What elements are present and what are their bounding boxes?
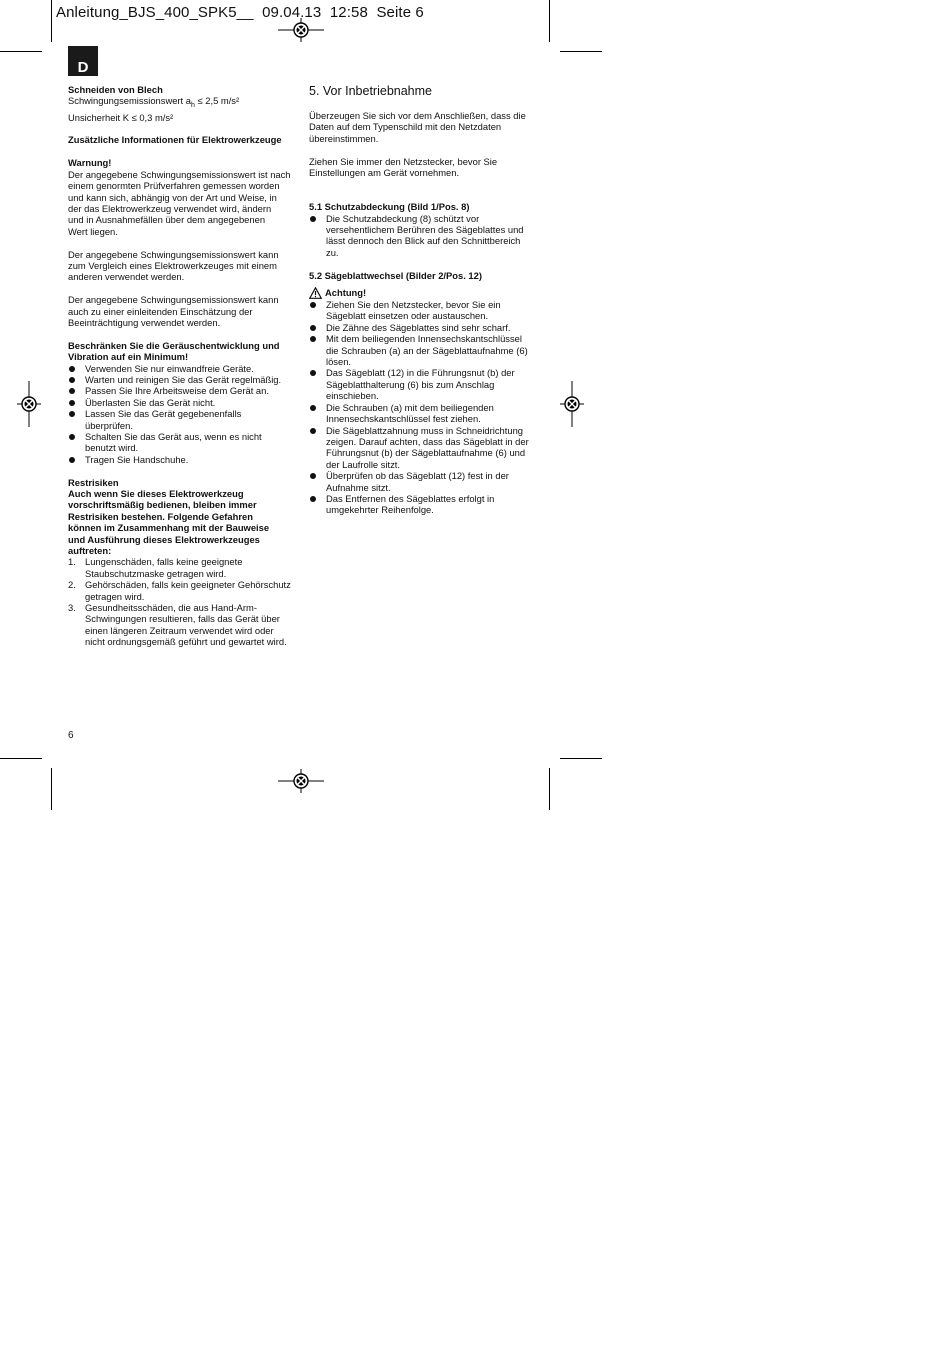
list-item [309, 402, 535, 425]
text-line: der das Elektrowerkzeug verwendet wird, ändern [68, 202, 272, 214]
text-line: Der angegebene Schwingungsemissionswert kann [68, 294, 279, 306]
text-line: Daten auf dem Typenschild mit den Netzdaten [309, 121, 502, 133]
assessment-paragraph [68, 294, 296, 328]
crop-mark [549, 768, 550, 810]
text-line: Das Entfernen des Sägeblattes erfolgt in [326, 492, 495, 504]
text-line: Der angegebene Schwingungsemissionswert ist nach [68, 168, 291, 180]
text-line: umgekehrter Reihenfolge. [326, 504, 434, 516]
list-item [68, 397, 296, 408]
text-line: Tragen Sie Handschuhe. [85, 453, 189, 465]
text-line: Schwingungen resultieren, falls das Gerät über [85, 613, 280, 625]
vibration-subscript: h [190, 102, 195, 110]
subsection-5-2-title: 5.2 Sägeblattwechsel (Bilder 2/Pos. 12) [309, 269, 482, 281]
print-header [56, 4, 424, 21]
registration-mark-icon [278, 18, 324, 42]
text-line: versehentlichem Berühren des Sägeblattes und [326, 224, 524, 236]
warning-title: Warnung! [68, 157, 112, 169]
text-line: und in Ausnahmefällen über dem angegebenen [68, 214, 266, 226]
text-line: Die Schrauben (a) mit dem beiliegenden [326, 401, 494, 413]
text-line: Passen Sie Ihre Arbeitsweise dem Gerät an. [85, 385, 269, 397]
section-title: 5. Vor Inbetriebnahme [309, 84, 432, 98]
crop-mark [560, 51, 602, 52]
list-item [309, 470, 535, 493]
limit-noise-title: Vibration auf ein Minimum! [68, 351, 189, 363]
attention-label: Achtung! [325, 287, 367, 299]
attention-notice [309, 287, 535, 299]
list-item [68, 556, 296, 579]
list-item [68, 374, 296, 385]
text-line: getragen wird. [85, 590, 145, 602]
header-date: 09.04.13 [262, 4, 322, 21]
text-line: Einstellungen am Gerät vornehmen. [309, 167, 460, 179]
text-line: auch zu einer einleitenden Einschätzung der [68, 305, 253, 317]
text-line: zum Vergleich eines Elektrowerkzeuges mit einem [68, 259, 277, 271]
text-line: Warten und reinigen Sie das Gerät regelmäßig. [85, 373, 282, 385]
text-line: Schalten Sie das Gerät aus, wenn es nicht [85, 430, 262, 442]
crop-mark [51, 768, 52, 810]
text-line: Lungenschäden, falls keine geeignete [85, 556, 243, 568]
text-line: Ziehen Sie immer den Netzstecker, bevor Sie [309, 155, 498, 167]
subsection-5-1-title: 5.1 Schutzabdeckung (Bild 1/Pos. 8) [309, 201, 470, 213]
text-line: die Schrauben (a) an der Sägeblattaufnahme (6) [326, 344, 528, 356]
uncertainty-value: Unsicherheit K ≤ 0,3 m/s² [68, 111, 174, 123]
text-line: Staubschutzmaske getragen wird. [85, 567, 227, 579]
list-item [68, 579, 296, 602]
text-line: Überlasten Sie das Gerät nicht. [85, 396, 216, 408]
residual-risks-title: Restrisiken [68, 476, 119, 488]
item-number: 2. [68, 579, 76, 591]
text-line: Auch wenn Sie dieses Elektrowerkzeug [68, 488, 244, 499]
text-line: zu. [326, 246, 339, 258]
registration-mark-icon [560, 381, 584, 427]
warning-triangle-icon [309, 287, 322, 299]
list-item [309, 367, 535, 401]
text-line: einem genormten Prüfverfahren gemessen worden [68, 180, 280, 192]
page-number: 6 [68, 730, 74, 741]
limit-noise-title: Beschränken Sie die Geräuschentwicklung und [68, 339, 280, 351]
text-line: Ziehen Sie den Netzstecker, bevor Sie ein [326, 299, 501, 311]
text-line: Die Sägeblattzahnung muss in Schneidrichtung [326, 424, 523, 436]
list-item [309, 425, 535, 471]
vibration-value [68, 95, 296, 111]
residual-risks-intro [68, 488, 296, 556]
comparison-paragraph [68, 249, 296, 283]
text-line: übereinstimmen. [309, 132, 379, 144]
text-line: zeigen. Darauf achten, dass das Sägeblatt in der [326, 435, 529, 447]
unplug-paragraph [309, 156, 535, 179]
text-line: Wert liegen. [68, 225, 118, 237]
text-line: Überzeugen Sie sich vor dem Anschließen, dass die [309, 110, 526, 121]
header-filename: Anleitung_BJS_400_SPK5__ [56, 4, 254, 21]
crop-mark [0, 51, 42, 52]
left-column [68, 84, 296, 648]
text-line: Sägeblatthalterung (6) bis zum Anschlag [326, 378, 495, 390]
text-line: Der angegebene Schwingungsemissionswert kann [68, 248, 279, 260]
item-number: 3. [68, 602, 76, 614]
additional-info-title: Zusätzliche Informationen für Elektrowerkzeuge [68, 134, 282, 146]
list-item [68, 602, 296, 648]
text-line: Verwenden Sie nur einwandfreie Geräte. [85, 362, 254, 374]
blade-change-list [309, 299, 535, 516]
text-line: benutzt wird. [85, 442, 139, 454]
header-time: 12:58 [329, 4, 368, 21]
text-line: und Ausführung dieses Elektrowerkzeuges [68, 533, 260, 545]
vibration-label: Schwingungsemissionswert a [68, 95, 191, 107]
text-line: auftreten: [68, 545, 112, 557]
header-page-label: Seite 6 [376, 4, 424, 21]
text-line: der Laufrolle sitzt. [326, 458, 400, 470]
list-item [309, 299, 535, 322]
text-line: lässt dennoch den Blick auf den Schnittbereich [326, 235, 521, 247]
text-line: Aufnahme sitzt. [326, 481, 391, 493]
text-line: Die Schutzabdeckung (8) schützt vor [326, 212, 480, 224]
text-line: vorschriftsmäßig bedienen, bleiben immer [68, 499, 257, 511]
text-line: anderen verwendet werden. [68, 271, 185, 283]
right-column [309, 84, 535, 516]
list-item [68, 385, 296, 396]
text-line: überprüfen. [85, 419, 133, 431]
text-line: Das Sägeblatt (12) in die Führungsnut (b) der [326, 367, 515, 379]
text-line: Führungsnut (b) der Sägeblattaufnahme (6) und [326, 447, 526, 459]
crop-mark [51, 0, 52, 42]
text-line: Innensechskantschlüssel fest ziehen. [326, 413, 481, 425]
text-line: einschieben. [326, 390, 379, 402]
text-line: Gehörschäden, falls kein geeigneter Gehörschutz [85, 579, 291, 591]
list-item [68, 363, 296, 374]
item-number: 1. [68, 556, 76, 568]
sheet-cutting-title: Schneiden von Blech [68, 84, 163, 95]
registration-mark-icon [278, 769, 324, 793]
list-item [68, 431, 296, 454]
text-line: Überprüfen ob das Sägeblatt (12) fest in der [326, 470, 509, 482]
connection-paragraph [309, 110, 535, 144]
text-line: Gesundheitsschäden, die aus Hand-Arm- [85, 602, 257, 614]
registration-mark-icon [17, 381, 41, 427]
crop-mark [0, 758, 42, 759]
warning-paragraph [68, 169, 296, 237]
text-line: Beeinträchtigung verwendet werden. [68, 316, 221, 328]
text-line: einen längeren Zeitraum verwendet wird oder [85, 624, 274, 636]
text-line: nicht ordnungsgemäß geführt und gewartet wird. [85, 636, 287, 648]
text-line: Die Zähne des Sägeblattes sind sehr scharf. [326, 321, 511, 333]
text-line: Restrisiken bestehen. Folgende Gefahren [68, 510, 253, 522]
vibration-number: ≤ 2,5 m/s² [194, 95, 240, 107]
text-line: können im Zusammenhang mit der Bauweise [68, 522, 270, 534]
limit-bullet-list [68, 363, 296, 466]
text-line: Mit dem beiliegenden Innensechskantschlüssel [326, 333, 522, 345]
crop-mark [560, 758, 602, 759]
list-item [68, 454, 296, 465]
text-line: Lassen Sie das Gerät gegebenenfalls [85, 408, 242, 420]
text-line: Sägeblatt einsetzen oder austauschen. [326, 310, 489, 322]
text-line: lösen. [326, 356, 352, 368]
list-item [309, 493, 535, 516]
text-line: und kann sich, abhängig von der Art und Weise, in [68, 191, 277, 203]
list-item [309, 213, 535, 259]
language-tab: D [68, 46, 98, 76]
residual-risks-list [68, 556, 296, 647]
list-item [309, 322, 535, 333]
list-item [309, 333, 535, 367]
list-item [68, 408, 296, 431]
crop-mark [549, 0, 550, 42]
